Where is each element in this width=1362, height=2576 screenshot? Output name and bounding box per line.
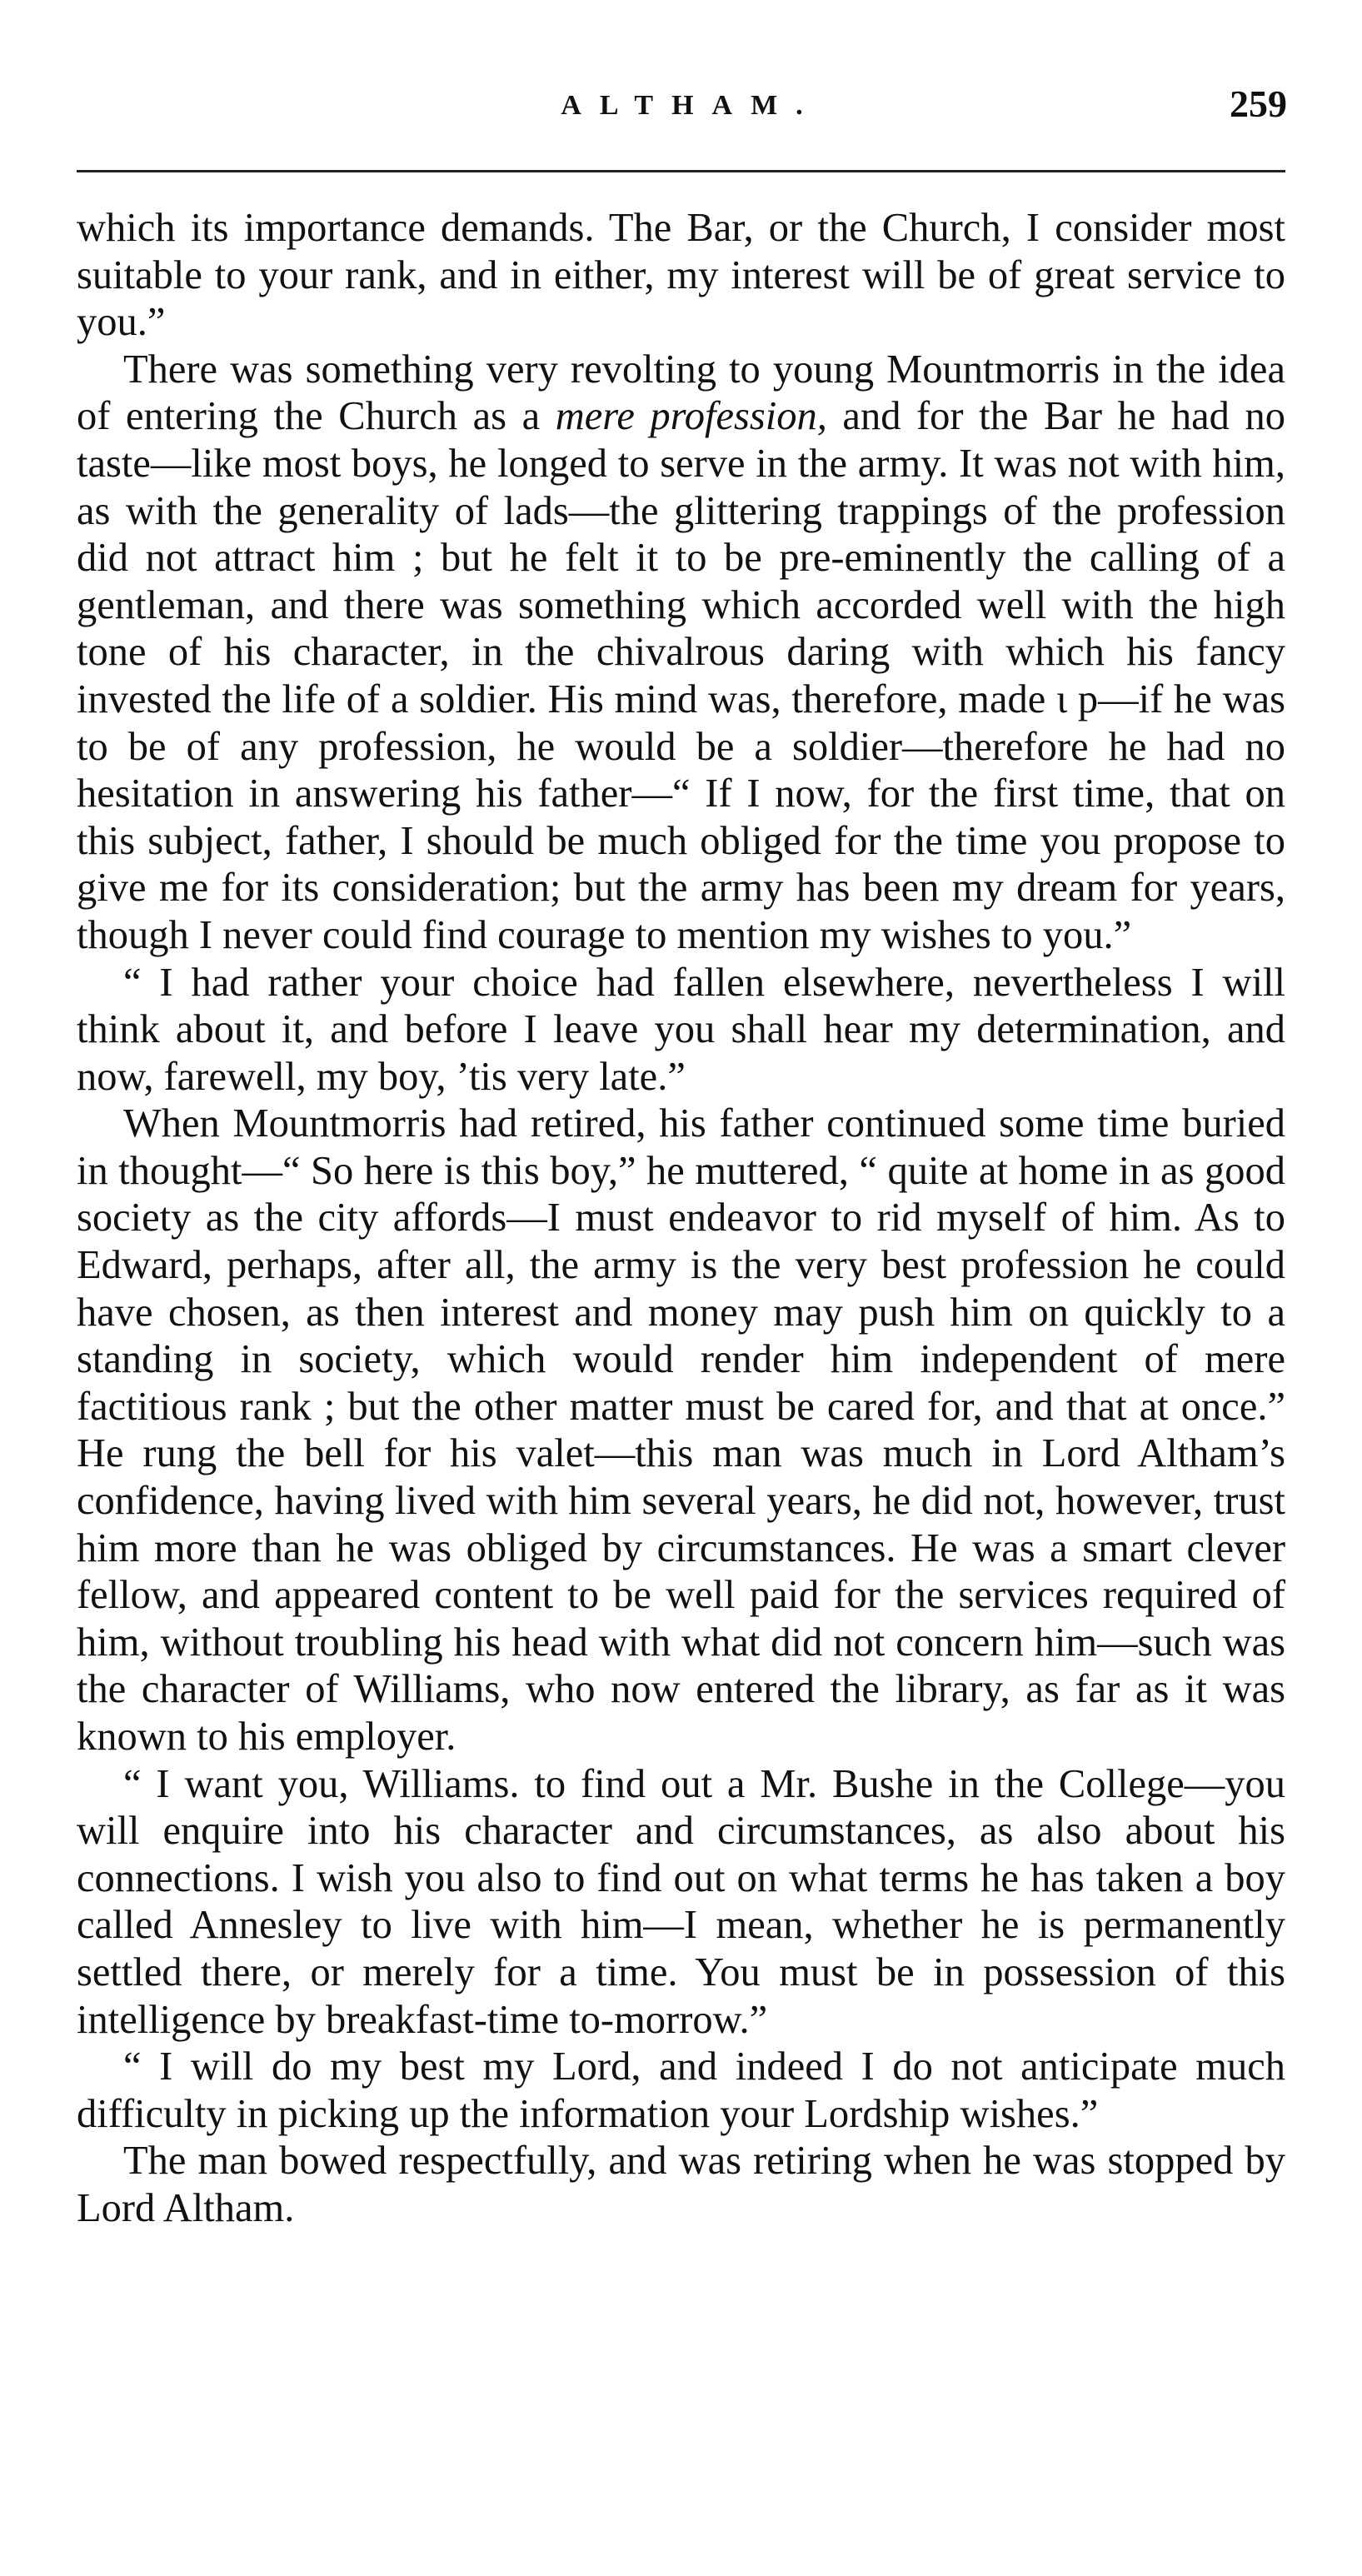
text-run: “ I had rather your choice had fallen elsewhere, nevertheless I will think about it, and before I leave you shall hear my determination, and now, farewell, my boy, ’tis very late.” [77,960,1285,1099]
text-run: “ I want you, Williams. to find out a Mr. Bushe in the College—you will enquire into his character and circumstances, as also about his connections. I wish you also to find out on what terms he has taken a boy called Annesley to live with him—I mean, whether he is permanently settled there, or merely for a time. You must be in possession of this intelligence by breakfast-time to-morrow.” [77,1761,1285,2042]
paragraph [77,347,1285,960]
paragraph [77,1761,1285,2044]
paragraph [77,2044,1285,2138]
page-header [77,82,1287,140]
text-run: There was something very revolting to young Mountmorris in the idea of entering the Church as a [77,347,1285,439]
italic-phrase: mere profession, [555,394,827,439]
text-run: When Mountmorris had retired, his father continued some time buried in thought—“ So here is this boy,” he muttered, “ quite at home in as good society as the city affords—I must endeavor to rid myself of him. As to Edward, perhaps, after all, the army is the very best profession he could have chosen, as then interest and money may push him on quickly to a standing in society, which would render him independent of mere factitious rank ; but the other matter must be cared for, and that at once.” He rung the bell for his valet—this man was much in Lord Altham’s confidence, having lived with him several years, he did not, however, trust him more than he was obliged by circumstances. He was a smart clever fellow, and appeared content to be well paid for the services required of him, without troubling his head with what did not concern him—such was the character of Williams, who now entered the library, as far as it was known to his employer. [77,1101,1285,1759]
running-head: ALTHAM. [561,90,821,121]
paragraph [77,2138,1285,2232]
paragraph [77,205,1285,347]
page-number: 259 [1230,82,1287,125]
body-text [77,205,1285,2233]
header-rule [77,170,1285,172]
text-run: The man bowed respectfully, and was retiring when he was stopped by Lord Altham. [77,2139,1285,2230]
paragraph [77,1101,1285,1760]
paragraph [77,960,1285,1101]
text-run: and for the Bar he had no taste—like most boys, he longed to serve in the army. It was not with him, as with the generality of lads—the glittering trappings of the profession did not attract him ; but he felt it to be pre-eminently the calling of a gentleman, and there was something which accorded well with the high tone of his character, in the chivalrous daring with which his fancy invested the life of a soldier. His mind was, therefore, made ι p—if he was to be of any profession, he would be a soldier—therefore he had no hesitation in answering his father—“ If I now, for the first time, that on this subject, father, I should be much obliged for the time you propose to give me for its consideration; but the army has been my dream for years, though I never could find courage to mention my wishes to you.” [77,394,1285,957]
text-run: which its importance demands. The Bar, or the Church, I consider most suitable to your rank, and in either, my interest will be of great service to you.” [77,206,1285,345]
text-run: “ I will do my best my Lord, and indeed I do not anticipate much difficulty in picking up the information your Lordship wishes.” [77,2044,1285,2136]
